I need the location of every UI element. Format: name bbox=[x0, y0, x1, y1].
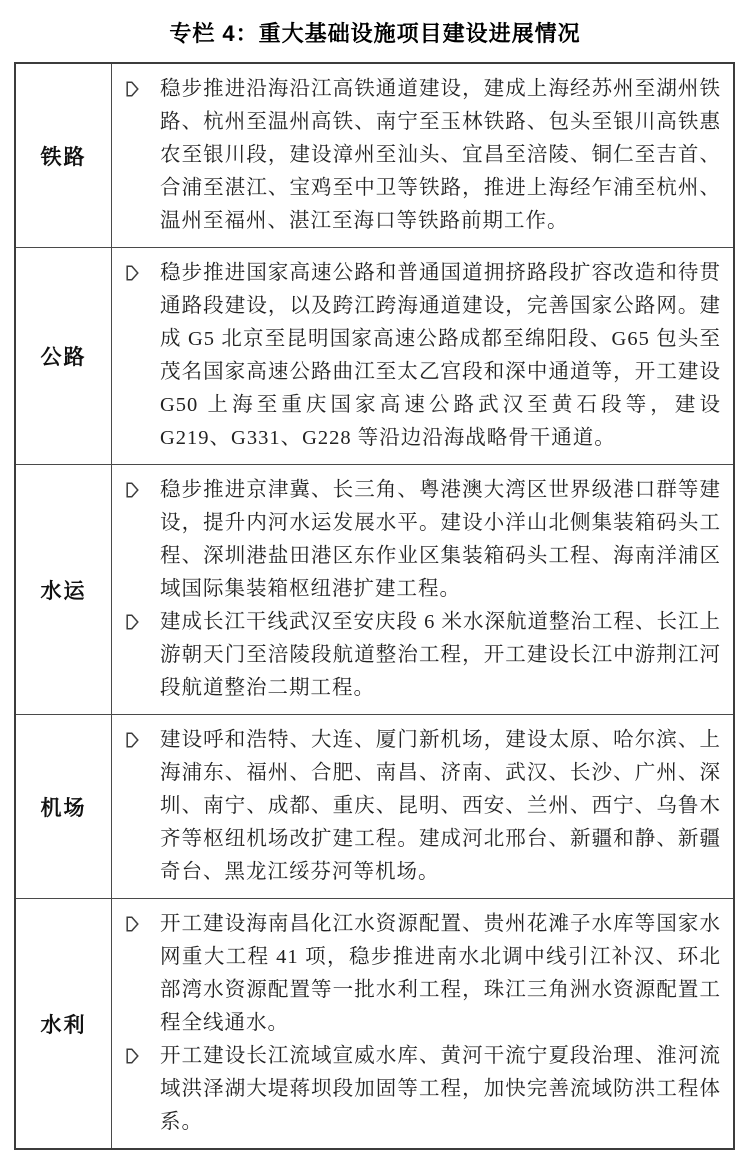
bullet-text: 建设呼和浩特、大连、厦门新机场，建设太原、哈尔滨、上海浦东、福州、合肥、南昌、济南、武汉、长沙、广州、深圳、南宁、成都、重庆、昆明、西安、兰州、西宁、乌鲁木齐等枢纽机场改扩建工程。建成河北邢台、新疆和静、新疆奇台、黑龙江绥芬河等机场。 bbox=[160, 729, 721, 883]
bullet-arrow-icon bbox=[124, 606, 160, 635]
list-item bbox=[124, 908, 721, 1040]
row-content-airport bbox=[112, 715, 733, 898]
bullet-arrow-icon bbox=[124, 474, 160, 503]
bullet-arrow-icon bbox=[124, 724, 160, 753]
list-item bbox=[124, 474, 721, 606]
bullet-text: 稳步推进国家高速公路和普通国道拥挤路段扩容改造和待贯通路段建设，以及跨江跨海通道建设，完善国家公路网。建成 G5 北京至昆明国家高速公路成都至绵阳段、G65 包头至茂名国家高速公路曲江至太乙宫段和深中通道等，开工建设 G50 上海至重庆国家高速公路武汉至黄石段等，建设 G219、G331、G228 等沿边沿海战略骨干通道。 bbox=[160, 262, 721, 449]
bullet-text: 开工建设长江流域宣威水库、黄河干流宁夏段治理、淮河流域洪泽湖大堤蒋坝段加固等工程，加快完善流域防洪工程体系。 bbox=[160, 1045, 721, 1133]
list-item bbox=[124, 606, 721, 705]
row-content-highway bbox=[112, 248, 733, 464]
row-label-highway: 公路 bbox=[16, 248, 112, 464]
bullet-text: 稳步推进沿海沿江高铁通道建设，建成上海经苏州至湖州铁路、杭州至温州高铁、南宁至玉林铁路、包头至银川高铁惠农至银川段，建设漳州至汕头、宜昌至涪陵、铜仁至吉首、合浦至湛江、宝鸡至中卫等铁路，推进上海经乍浦至杭州、温州至福州、湛江至海口等铁路前期工作。 bbox=[160, 78, 721, 232]
list-item bbox=[124, 73, 721, 238]
row-label-railway: 铁路 bbox=[16, 64, 112, 247]
row-label-water-conservancy: 水利 bbox=[16, 899, 112, 1148]
row-content-water-conservancy bbox=[112, 899, 733, 1148]
infrastructure-progress-table bbox=[14, 62, 735, 1150]
bullet-arrow-icon bbox=[124, 73, 160, 102]
row-content-waterway bbox=[112, 465, 733, 714]
bullet-text: 稳步推进京津冀、长三角、粤港澳大湾区世界级港口群等建设，提升内河水运发展水平。建设小洋山北侧集装箱码头工程、深圳港盐田港区东作业区集装箱码头工程、海南洋浦区域国际集装箱枢纽港扩建工程。 bbox=[160, 479, 721, 600]
list-item bbox=[124, 724, 721, 889]
bullet-text: 开工建设海南昌化江水资源配置、贵州花滩子水库等国家水网重大工程 41 项，稳步推进南水北调中线引江补汉、环北部湾水资源配置等一批水利工程，珠江三角洲水资源配置工程全线通水。 bbox=[160, 913, 721, 1034]
row-content-railway bbox=[112, 64, 733, 247]
table-row-airport bbox=[16, 714, 733, 898]
row-label-airport: 机场 bbox=[16, 715, 112, 898]
bullet-arrow-icon bbox=[124, 1040, 160, 1069]
row-label-waterway: 水运 bbox=[16, 465, 112, 714]
bullet-arrow-icon bbox=[124, 908, 160, 937]
table-row-railway bbox=[16, 64, 733, 247]
table-row-waterway bbox=[16, 464, 733, 714]
bullet-arrow-icon bbox=[124, 257, 160, 286]
bullet-text: 建成长江干线武汉至安庆段 6 米水深航道整治工程、长江上游朝天门至涪陵段航道整治工程，开工建设长江中游荆江河段航道整治二期工程。 bbox=[160, 611, 721, 699]
table-row-water-conservancy bbox=[16, 898, 733, 1148]
page-title: 专栏 4：重大基础设施项目建设进展情况 bbox=[169, 21, 581, 46]
list-item bbox=[124, 1040, 721, 1139]
list-item bbox=[124, 257, 721, 455]
table-row-highway bbox=[16, 247, 733, 464]
